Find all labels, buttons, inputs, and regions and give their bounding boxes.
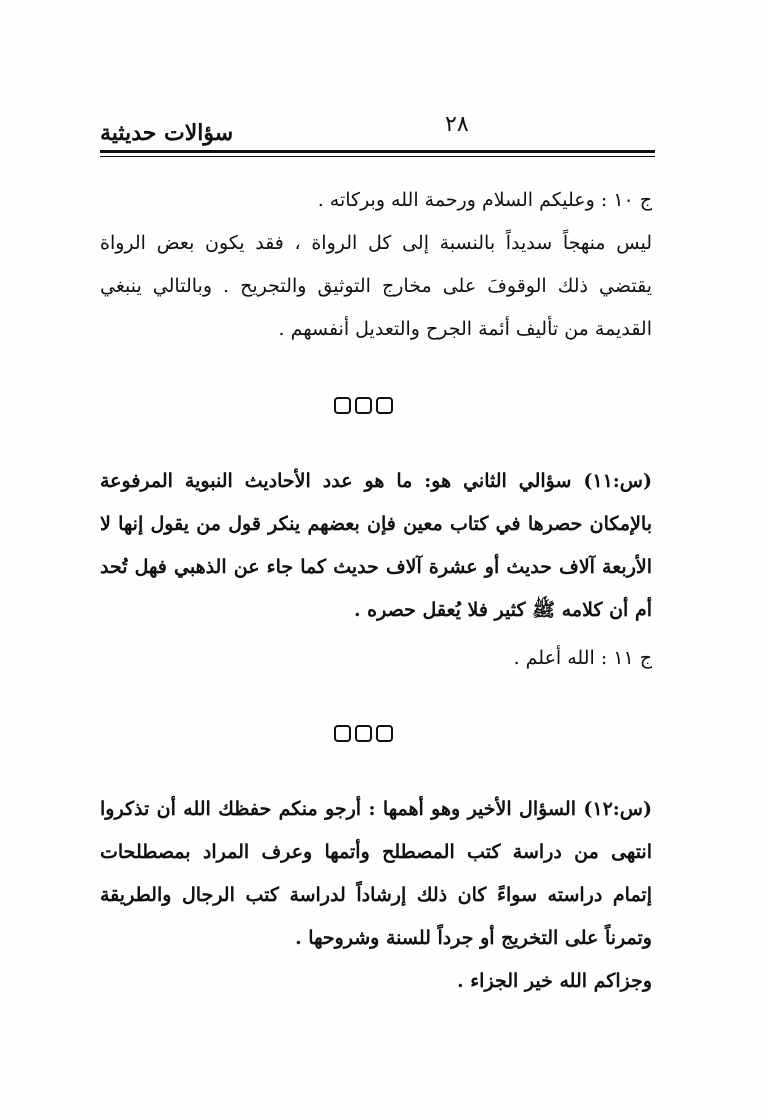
question-12-paragraph	[100, 788, 652, 1003]
answer-11-line: ج ١١ : الله أعلم .	[513, 647, 652, 669]
answer-10-line-1: ج ١٠ : وعليكم السلام ورحمة الله وبركاته .	[317, 189, 652, 211]
question-11-line-3: الأربعة آلاف حديث أو عشرة آلاف حديث كما جاء عن الذهبي فهل تُحد	[100, 556, 652, 578]
running-title: سؤالات حديثية	[100, 120, 234, 146]
answer-10-paragraph	[100, 179, 652, 351]
page-header	[100, 112, 655, 152]
divider-square-icon	[376, 725, 393, 742]
header-rule-thick	[100, 150, 655, 153]
section-divider-1	[332, 397, 394, 417]
question-12-line-4: وتمرناً على التخريج أو جرداً للسنة وشروحها .	[295, 927, 652, 949]
question-11-paragraph	[100, 460, 652, 632]
question-11-line-4: أم أن كلامه ﷺ كثير فلا يُعقل حصره .	[353, 599, 652, 621]
page-number: ٢٨	[445, 112, 469, 137]
answer-10-line-4: القديمة من تأليف أئمة الجرح والتعديل أنفسهم .	[278, 318, 652, 340]
question-11-line-1: (س:١١) سؤالي الثاني هو: ما هو عدد الأحاديث النبوية المرفوعة	[100, 470, 652, 492]
divider-square-icon	[355, 397, 372, 414]
divider-square-icon	[355, 725, 372, 742]
closing-line: وجزاكم الله خير الجزاء .	[457, 970, 652, 992]
question-12-line-1: (س:١٢) السؤال الأخير وهو أهمها : أرجو منكم حفظك الله أن تذكروا	[100, 798, 652, 820]
answer-10-line-2: ليس منهجاً سديداً بالنسبة إلى كل الرواة ، فقد يكون بعض الرواة	[100, 232, 652, 254]
answer-10-line-3: يقتضي ذلك الوقوفَ على مخارج التوثيق والتجريح . وبالتالي ينبغي	[100, 275, 652, 297]
answer-11-paragraph	[100, 637, 652, 680]
header-rule-thin	[100, 156, 655, 157]
divider-square-icon	[334, 725, 351, 742]
question-11-line-2: بالإمكان حصرها في كتاب معين فإن بعضهم ينكر قول من يقول إنها لا	[100, 513, 652, 535]
question-12-line-3: إتمام دراسته سواءً كان ذلك إرشاداً لدراسة كتب الرجال والطريقة	[100, 884, 652, 906]
divider-square-icon	[376, 397, 393, 414]
question-12-line-2: انتهى من دراسة كتب المصطلح وأتمها وعرف المراد بمصطلحات	[100, 841, 652, 863]
divider-square-icon	[334, 397, 351, 414]
section-divider-2	[332, 725, 394, 745]
